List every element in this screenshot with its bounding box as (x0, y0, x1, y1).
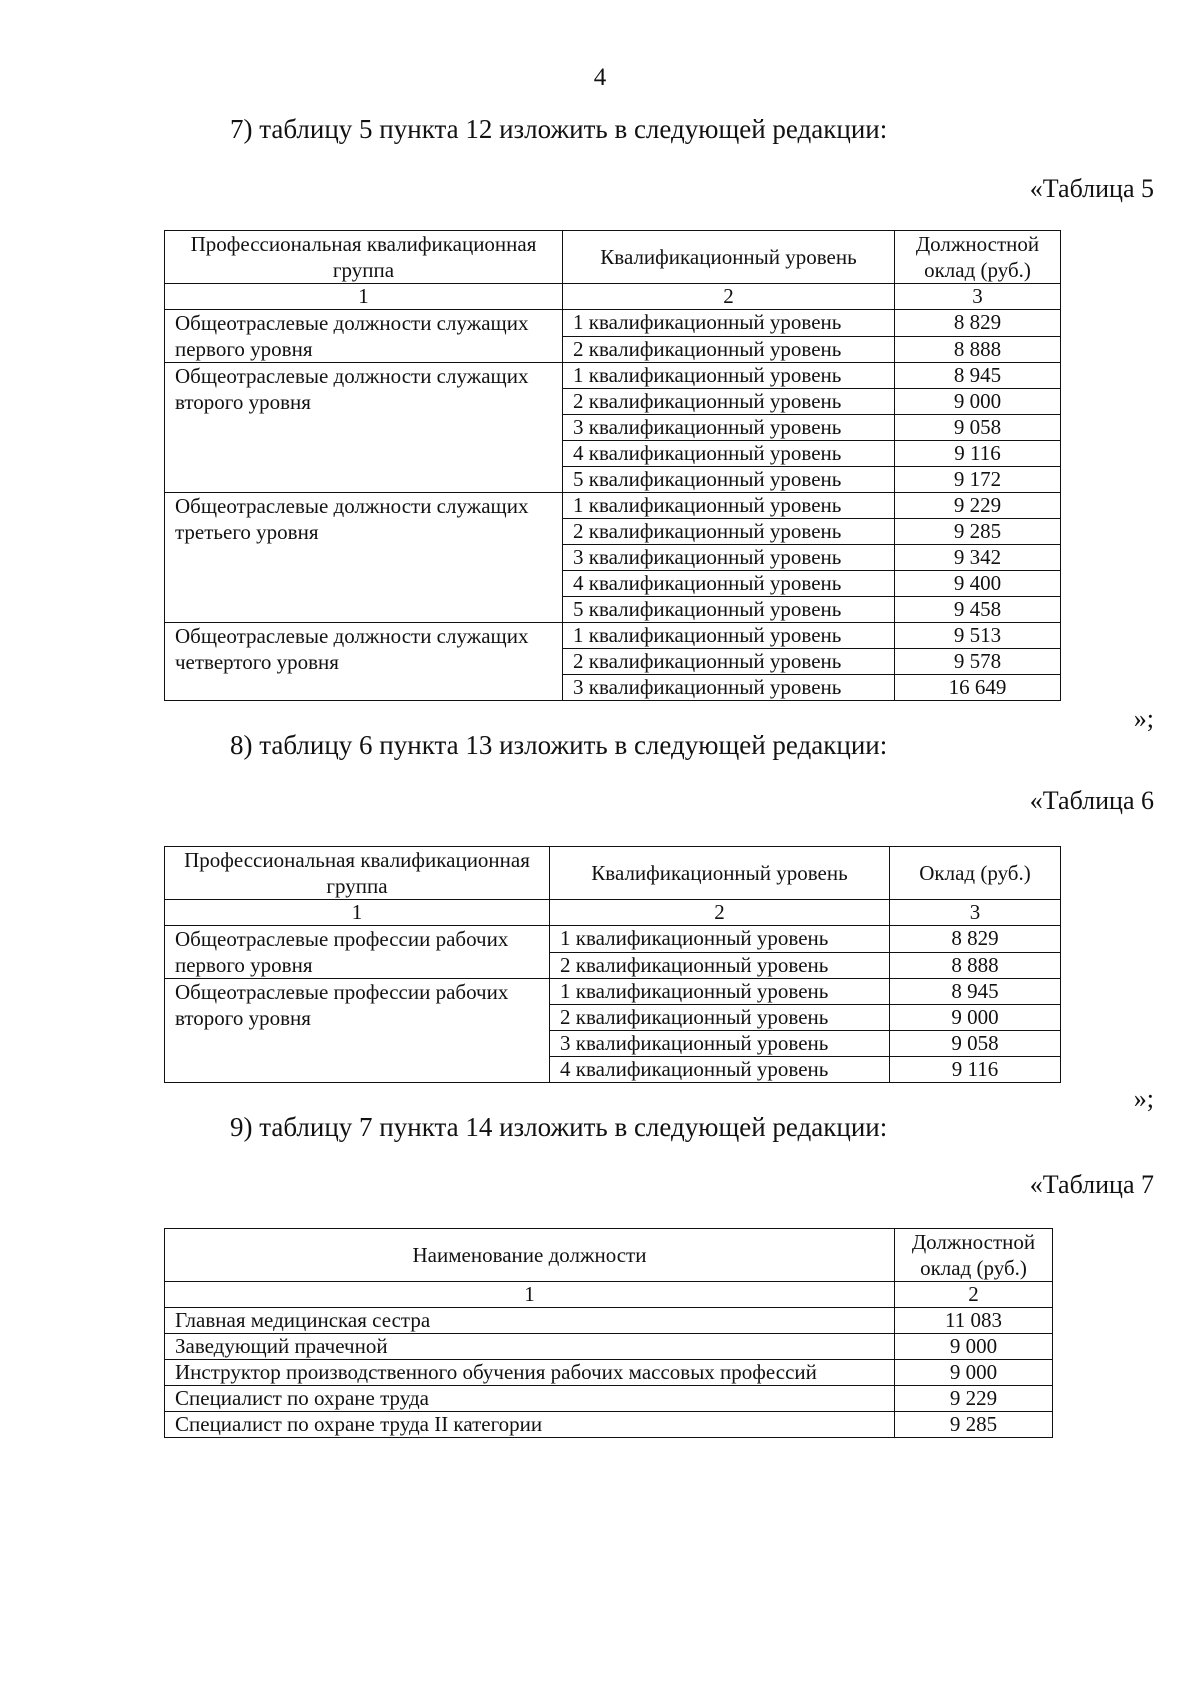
table-5-caption: «Таблица 5 (1029, 174, 1154, 203)
column-header: Квалификационный уровень (563, 231, 895, 284)
column-header: Оклад (руб.) (890, 847, 1061, 900)
qualification-level: 3 квалификационный уровень (563, 415, 895, 441)
salary-value: 9 578 (895, 649, 1061, 675)
salary-value: 9 342 (895, 545, 1061, 571)
group-name: Общеотраслевые профессии рабочих второго уровня (165, 979, 550, 1083)
salary-value: 8 945 (890, 979, 1061, 1005)
salary-value: 8 829 (895, 310, 1061, 337)
qualification-level: 2 квалификационный уровень (550, 952, 890, 979)
section-9-heading: 9) таблицу 7 пункта 14 изложить в следующей редакции: (230, 1112, 888, 1142)
position-name: Инструктор производственного обучения рабочих массовых профессий (165, 1360, 895, 1386)
salary-value: 9 513 (895, 623, 1061, 649)
table-header-row (165, 847, 1061, 900)
table-row (165, 926, 1061, 953)
salary-value: 9 058 (895, 415, 1061, 441)
qualification-level: 4 квалификационный уровень (550, 1057, 890, 1083)
qualification-level: 2 квалификационный уровень (563, 389, 895, 415)
column-number: 1 (165, 1282, 895, 1308)
qualification-level: 2 квалификационный уровень (550, 1005, 890, 1031)
qualification-level: 2 квалификационный уровень (563, 336, 895, 363)
section-7-heading: 7) таблицу 5 пункта 12 изложить в следующей редакции: (230, 114, 888, 144)
qualification-level: 2 квалификационный уровень (563, 649, 895, 675)
salary-value: 9 229 (895, 493, 1061, 519)
qualification-level: 1 квалификационный уровень (563, 623, 895, 649)
salary-value: 9 116 (890, 1057, 1061, 1083)
salary-value: 11 083 (895, 1308, 1053, 1334)
column-number: 3 (890, 900, 1061, 926)
salary-value: 8 945 (895, 363, 1061, 389)
salary-value: 9 229 (895, 1386, 1053, 1412)
salary-value: 9 400 (895, 571, 1061, 597)
salary-value: 9 285 (895, 519, 1061, 545)
qualification-level: 4 квалификационный уровень (563, 441, 895, 467)
qualification-level: 1 квалификационный уровень (563, 493, 895, 519)
qualification-level: 1 квалификационный уровень (563, 363, 895, 389)
position-name: Специалист по охране труда II категории (165, 1412, 895, 1438)
column-number-row (165, 284, 1061, 310)
column-header: Наименование должности (165, 1229, 895, 1282)
page-number: 4 (593, 64, 607, 91)
position-name: Главная медицинская сестра (165, 1308, 895, 1334)
column-number: 2 (895, 1282, 1053, 1308)
group-name: Общеотраслевые должности служащих третьего уровня (165, 493, 563, 623)
salary-value: 8 829 (890, 926, 1061, 953)
column-header: Профессиональная квалификационная группа (165, 847, 550, 900)
qualification-level: 1 квалификационный уровень (550, 979, 890, 1005)
column-header: Должностной оклад (руб.) (895, 231, 1061, 284)
qualification-level: 3 квалификационный уровень (563, 675, 895, 701)
table-row (165, 1360, 1053, 1386)
table-row (165, 979, 1061, 1005)
salary-value: 9 058 (890, 1031, 1061, 1057)
table-6 (164, 846, 1061, 1083)
column-number-row (165, 1282, 1053, 1308)
salary-value: 9 000 (895, 389, 1061, 415)
group-name: Общеотраслевые должности служащих первого уровня (165, 310, 563, 363)
table-6-caption: «Таблица 6 (1029, 786, 1154, 815)
table-row (165, 1386, 1053, 1412)
column-header: Профессиональная квалификационная группа (165, 231, 563, 284)
qualification-level: 3 квалификационный уровень (550, 1031, 890, 1057)
qualification-level: 4 квалификационный уровень (563, 571, 895, 597)
salary-value: 9 000 (895, 1334, 1053, 1360)
table-row (165, 1412, 1053, 1438)
table-row (165, 493, 1061, 519)
section-8-heading: 8) таблицу 6 пункта 13 изложить в следующей редакции: (230, 730, 888, 760)
salary-value: 8 888 (890, 952, 1061, 979)
salary-value: 9 172 (895, 467, 1061, 493)
group-name: Общеотраслевые должности служащих четвертого уровня (165, 623, 563, 701)
salary-value: 9 000 (895, 1360, 1053, 1386)
table-row (165, 363, 1061, 389)
table-row (165, 1334, 1053, 1360)
qualification-level: 1 квалификационный уровень (563, 310, 895, 337)
table-7 (164, 1228, 1053, 1438)
salary-value: 8 888 (895, 336, 1061, 363)
salary-value: 9 000 (890, 1005, 1061, 1031)
qualification-level: 1 квалификационный уровень (550, 926, 890, 953)
column-number: 1 (165, 284, 563, 310)
table-6-closing: »; (1133, 1084, 1154, 1113)
column-number: 1 (165, 900, 550, 926)
table-row (165, 623, 1061, 649)
column-header: Квалификационный уровень (550, 847, 890, 900)
column-number: 2 (563, 284, 895, 310)
qualification-level: 3 квалификационный уровень (563, 545, 895, 571)
salary-value: 16 649 (895, 675, 1061, 701)
qualification-level: 5 квалификационный уровень (563, 597, 895, 623)
column-number-row (165, 900, 1061, 926)
table-row (165, 1308, 1053, 1334)
table-5 (164, 230, 1061, 701)
table-header-row (165, 1229, 1053, 1282)
table-7-caption: «Таблица 7 (1029, 1170, 1154, 1199)
group-name: Общеотраслевые профессии рабочих первого уровня (165, 926, 550, 979)
column-header: Должностной оклад (руб.) (895, 1229, 1053, 1282)
salary-value: 9 116 (895, 441, 1061, 467)
table-5-closing: »; (1133, 704, 1154, 733)
column-number: 3 (895, 284, 1061, 310)
group-name: Общеотраслевые должности служащих второго уровня (165, 363, 563, 493)
salary-value: 9 285 (895, 1412, 1053, 1438)
table-header-row (165, 231, 1061, 284)
position-name: Заведующий прачечной (165, 1334, 895, 1360)
qualification-level: 5 квалификационный уровень (563, 467, 895, 493)
column-number: 2 (550, 900, 890, 926)
salary-value: 9 458 (895, 597, 1061, 623)
table-row (165, 310, 1061, 337)
qualification-level: 2 квалификационный уровень (563, 519, 895, 545)
position-name: Специалист по охране труда (165, 1386, 895, 1412)
